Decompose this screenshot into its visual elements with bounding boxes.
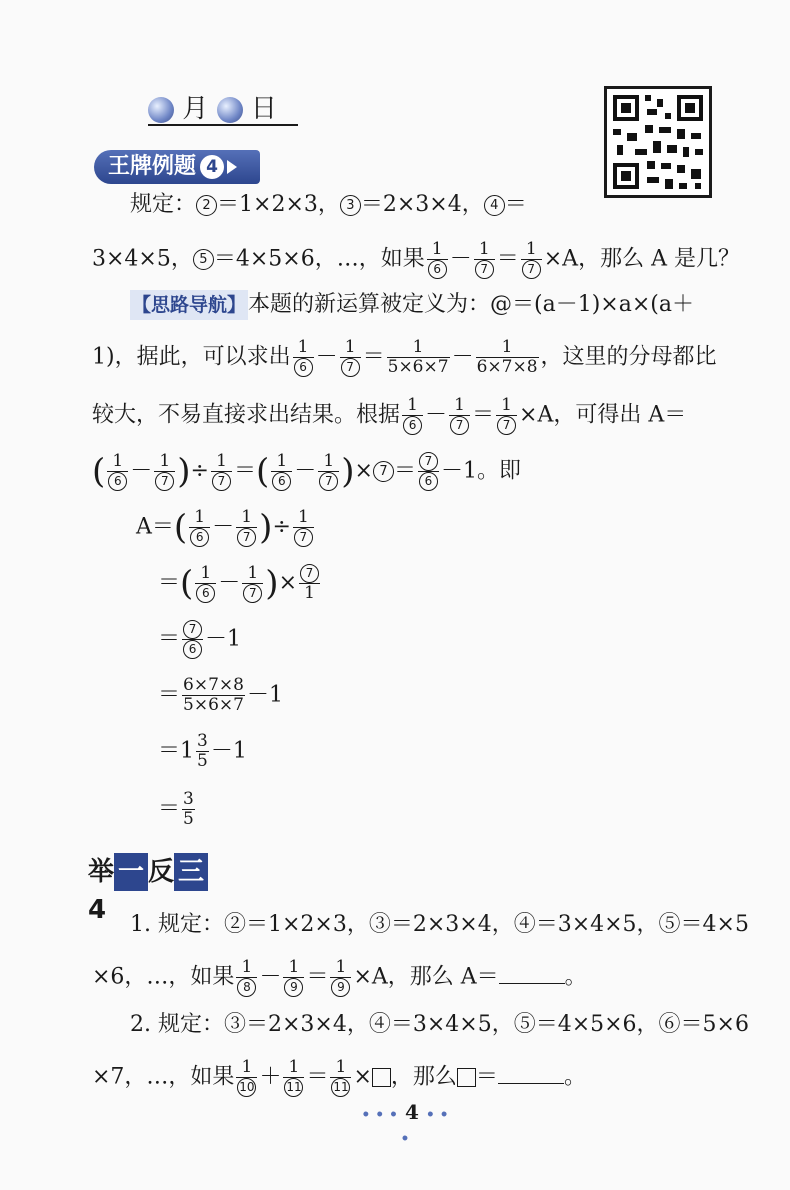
page-footer bbox=[360, 1100, 450, 1148]
solution-step-4: ＝ $\frac{6\times 7\times 8}{5\times 6\times 7}$ －1 bbox=[158, 675, 283, 715]
hint-line-1: 【思路导航】本题的新运算被定义为：@＝(a－1)×a×(a＋ bbox=[130, 290, 694, 320]
practice-q1-line-1: 1. 规定：②＝1×2×3，③＝2×3×4，④＝3×4×5，⑤＝4×5 bbox=[130, 912, 749, 937]
solution-step-5: ＝1 $\frac{3}{5}$ －1 bbox=[158, 731, 247, 771]
fraction: $\frac{1}{6}$ bbox=[427, 240, 448, 279]
fraction: $\frac{1}{6}$ bbox=[293, 338, 314, 377]
practice-q2-line-2: ×7，…，如果 $\frac{1}{10}$ ＋ $\frac{1}{11}$ ＝ $\frac{1}{11}$ × ，那么 ＝ 。 bbox=[92, 1058, 586, 1097]
fraction: $\frac{1}{7}$ bbox=[340, 338, 361, 377]
problem-line-2: 3×4×5， 5 ＝4×5×6，…，如果 $\frac{1}{6}$ － $\frac{1}{7}$ ＝ $\frac{1}{7}$ ×A，那么 A 是几？ bbox=[92, 240, 740, 279]
fraction: $\frac{6\times 7\times 8}{5\times 6\times 7}$ bbox=[183, 675, 244, 715]
fraction: $\frac{7}{6}$ bbox=[418, 452, 439, 491]
example-tag-number: 4 bbox=[200, 155, 224, 179]
fraction: $\frac{1}{7}$ bbox=[474, 240, 495, 279]
fraction: $\frac{1}{6}$ bbox=[107, 452, 128, 491]
fraction: $\frac{1}{6\times 7\times 8}$ bbox=[476, 337, 538, 377]
fraction: $\frac{1}{7}$ bbox=[293, 508, 314, 547]
problem-line-1: 规定： 2 ＝1×2×3， 3 ＝2×3×4， 4 ＝ bbox=[130, 192, 527, 217]
fraction: $\frac{1}{6}$ bbox=[189, 508, 210, 547]
page-number: 4 bbox=[404, 1100, 419, 1124]
fraction: $\frac{7}{1}$ bbox=[299, 564, 320, 603]
fraction: $\frac{1}{5\times 6\times 7}$ bbox=[387, 337, 449, 377]
answer-blank[interactable] bbox=[498, 1061, 564, 1084]
solution-step-3: ＝ $\frac{7}{6}$ －1 bbox=[158, 620, 241, 659]
fraction: $\frac{1}{7}$ bbox=[236, 508, 257, 547]
hint-line-2: 1)，据此，可以求出 $\frac{1}{6}$ － $\frac{1}{7}$ ＝ $\frac{1}{5\times 6\times 7}$ － $\frac{1}{6\times 7\times 8}$ ，这里的分母都比 bbox=[92, 337, 717, 377]
fraction: $\frac{1}{11}$ bbox=[330, 1058, 351, 1097]
month-label: 月 bbox=[182, 94, 209, 124]
fraction: $\frac{3}{5}$ bbox=[183, 789, 194, 829]
hint-line-3: 较大，不易直接求出结果。根据 $\frac{1}{6}$ － $\frac{1}{7}$ ＝ $\frac{1}{7}$ ×A，可得出 A＝ bbox=[92, 396, 686, 435]
fraction: $\frac{1}{6}$ bbox=[271, 452, 292, 491]
square-placeholder bbox=[457, 1068, 476, 1087]
fraction: $\frac{1}{9}$ bbox=[330, 958, 351, 997]
fraction: $\frac{1}{7}$ bbox=[496, 396, 517, 435]
square-placeholder bbox=[372, 1068, 391, 1087]
answer-blank[interactable] bbox=[499, 961, 565, 984]
fraction: $\frac{1}{6}$ bbox=[402, 396, 423, 435]
solution-step-6: ＝ $\frac{3}{5}$ bbox=[158, 789, 194, 829]
fraction: $\frac{1}{7}$ bbox=[521, 240, 542, 279]
solution-step-2: ＝( $\frac{1}{6}$ － $\frac{1}{7}$ )× $\frac{7}{1}$ bbox=[158, 564, 322, 603]
day-label: 日 bbox=[250, 94, 277, 124]
fraction: $\frac{1}{7}$ bbox=[318, 452, 339, 491]
fraction: $\frac{1}{10}$ bbox=[236, 1058, 257, 1097]
month-circle bbox=[148, 97, 174, 123]
dots-right-icon: • • • bbox=[400, 1107, 449, 1147]
qr-code bbox=[604, 86, 712, 198]
fraction: $\frac{1}{8}$ bbox=[236, 958, 257, 997]
day-circle bbox=[217, 97, 243, 123]
fraction: $\frac{1}{7}$ bbox=[449, 396, 470, 435]
fraction: $\frac{1}{9}$ bbox=[283, 958, 304, 997]
example-tag bbox=[94, 150, 260, 184]
dots-left-icon: • • • bbox=[361, 1107, 398, 1123]
fraction: $\frac{1}{7}$ bbox=[211, 452, 232, 491]
fraction: $\frac{7}{6}$ bbox=[182, 620, 203, 659]
hint-line-4: ( $\frac{1}{6}$ － $\frac{1}{7}$ )÷ $\frac{1}{7}$ ＝( $\frac{1}{6}$ － $\frac{1}{7}$ )× 7 ＝ $\frac{7}{6}$ －1。即 bbox=[92, 451, 521, 492]
fraction: $\frac{1}{6}$ bbox=[195, 564, 216, 603]
practice-title: 举 一 反 三4 bbox=[88, 853, 218, 891]
example-tag-label: 王牌例题 bbox=[108, 154, 197, 179]
date-header bbox=[148, 88, 298, 126]
fraction: $\frac{1}{11}$ bbox=[283, 1058, 304, 1097]
hint-tag: 【思路导航】 bbox=[130, 290, 248, 320]
play-arrow-icon bbox=[227, 160, 237, 174]
fraction: $\frac{1}{7}$ bbox=[154, 452, 175, 491]
qr-code-icon bbox=[607, 89, 709, 195]
fraction: $\frac{1}{7}$ bbox=[242, 564, 263, 603]
solution-step-1: A＝( $\frac{1}{6}$ － $\frac{1}{7}$ )÷ $\frac{1}{7}$ bbox=[136, 508, 316, 547]
practice-q1-line-2: ×6，…，如果 $\frac{1}{8}$ － $\frac{1}{9}$ ＝ $\frac{1}{9}$ ×A，那么 A＝ 。 bbox=[92, 958, 587, 997]
fraction: $\frac{3}{5}$ bbox=[197, 731, 208, 771]
circled-number: 4 bbox=[484, 195, 505, 216]
practice-q2-line-1: 2. 规定：③＝2×3×4，④＝3×4×5，⑤＝4×5×6，⑥＝5×6 bbox=[130, 1012, 749, 1037]
circled-number: 2 bbox=[196, 195, 217, 216]
circled-number: 5 bbox=[193, 249, 214, 270]
circled-number: 3 bbox=[340, 195, 361, 216]
